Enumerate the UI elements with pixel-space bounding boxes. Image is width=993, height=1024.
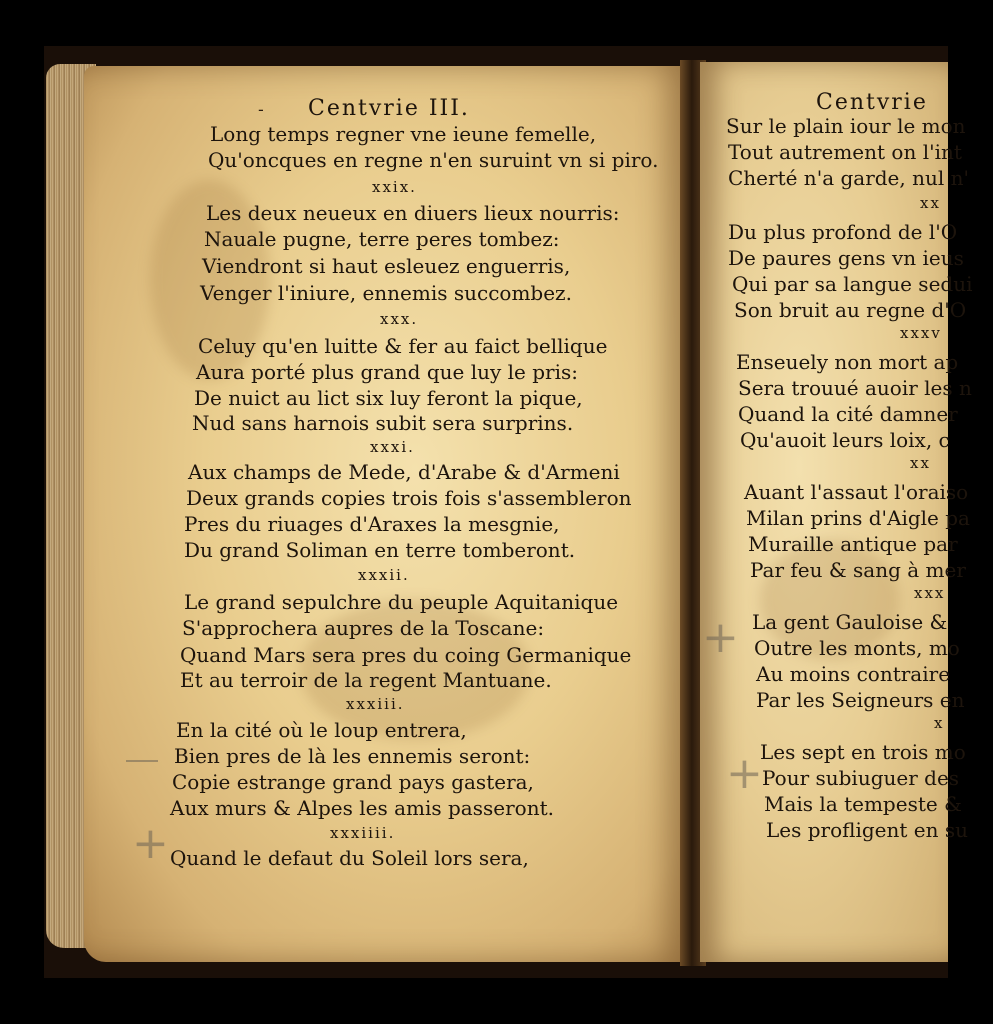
verse-line: Pres du riuages d'Araxes la mesgnie, [184,512,560,536]
verse-line: Du plus profond de l'O [728,220,958,244]
verse-line: Et au terroir de la regent Mantuane. [180,668,552,692]
verse-line: Nud sans harnois subit sera surprins. [192,411,574,435]
verse-line: Du grand Soliman en terre tomberont. [184,538,576,562]
verse-line: Outre les monts, mo [754,636,960,660]
verse-line: Au moins contraire [756,662,951,686]
quatrain-number: xxxiiii. [330,824,396,842]
verse-line: Pour subiuguer des [762,766,960,790]
verse-line: Qu'auoit leurs loix, c [740,428,950,452]
verse-line: Copie estrange grand pays gastera, [172,770,534,794]
header-ornament: - [258,100,264,119]
verse-line: De nuict au lict six luy feront la pique, [194,386,583,410]
verse-line: En la cité où le loup entrera, [176,718,467,742]
verse-line: Les profligent en su [766,818,969,842]
verse-line: Enseuely non mort ap [736,350,959,374]
verse-line: Sera trouué auoir les n [738,376,972,400]
verse-line: Par feu & sang à mer [750,558,966,582]
verse-line: Nauale pugne, terre peres tombez: [204,227,560,251]
verse-line: Milan prins d'Aigle pa [746,506,970,530]
quatrain-number: xx [910,454,931,472]
pencil-cross-mark: + [726,748,763,799]
verse-line: Tout autrement on l'int [728,140,962,164]
verse-line: Viendront si haut esleuez enguerris, [202,254,571,278]
verse-line: Aux murs & Alpes les amis passeront. [170,796,554,820]
pencil-cross-mark: + [702,612,739,663]
quatrain-number: xxx [914,584,946,602]
quatrain-number: xxix. [372,178,417,196]
quatrain-number: xxxv [900,324,942,342]
quatrain-number: x [934,714,945,732]
verse-line: Le grand sepulchre du peuple Aquitanique [184,590,619,614]
verse-line: Mais la tempeste & [764,792,962,816]
verse-line: S'approchera aupres de la Toscane: [182,616,545,640]
verse-line: Par les Seigneurs en [756,688,965,712]
verse-line: Quand le defaut du Soleil lors sera, [170,846,529,870]
quatrain-number: xxxi. [370,438,415,456]
verse-line: Les sept en trois mo [760,740,966,764]
verse-line: Les deux neueux en diuers lieux nourris: [206,201,620,225]
verse-line: Deux grands copies trois fois s'assembleron [186,486,632,510]
verse-line: Muraille antique par [748,532,958,556]
quatrain-number: xx [920,194,941,212]
verse-line: Bien pres de là les ennemis seront: [174,744,531,768]
verse-line: Auant l'assaut l'oraiso [744,480,969,504]
left-running-header: Centvrie III. [308,96,470,121]
verse-line: Quand Mars sera pres du coing Germanique [180,643,632,667]
verse-line: Qu'oncques en regne n'en suruint vn si piro. [208,148,659,172]
verse-line: La gent Gauloise & [752,610,948,634]
verse-line: Aux champs de Mede, d'Arabe & d'Armeni [188,460,620,484]
verse-line: Long temps regner vne ieune femelle, [210,122,597,146]
quatrain-number: xxxiii. [346,695,405,713]
verse-line: Son bruit au regne d'O [734,298,967,322]
verse-line: De paures gens vn ieus [728,246,964,270]
verse-line: Quand la cité damner [738,402,958,426]
verse-line: Aura porté plus grand que luy le pris: [196,360,578,384]
quatrain-number: xxx. [380,310,419,328]
verse-line: Celuy qu'en luitte & fer au faict bellique [198,334,608,358]
verse-line: Cherté n'a garde, nul n' [728,166,970,190]
verse-line: Venger l'iniure, ennemis succombez. [200,281,572,305]
quatrain-number: xxxii. [358,566,410,584]
verse-line: Qui par sa langue sedui [732,272,973,296]
pencil-cross-mark: + [132,818,169,869]
pencil-dash-mark [126,760,158,762]
right-running-header: Centvrie [816,90,928,115]
verse-line: Sur le plain iour le mon [726,114,966,138]
